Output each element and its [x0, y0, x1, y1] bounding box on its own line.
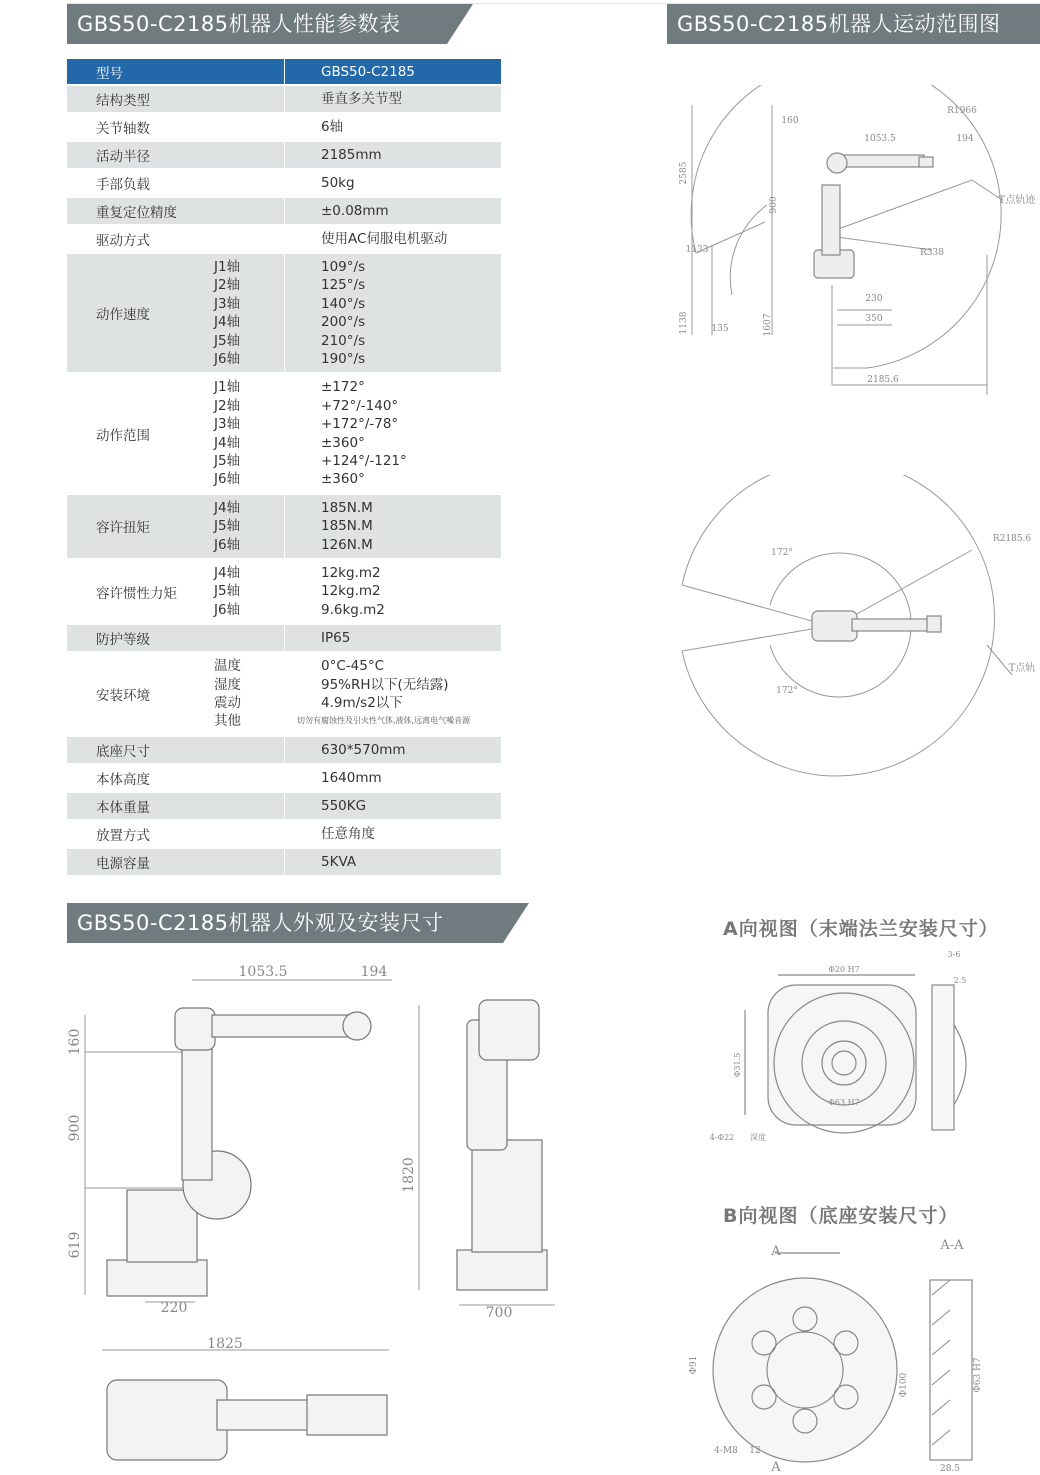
spec-value: 6轴 — [321, 118, 344, 135]
spec-sub-label: 湿度 — [214, 676, 241, 693]
section-label: A-A — [940, 1238, 964, 1253]
spec-value: 4.9m/s2以下 — [321, 694, 403, 711]
spec-row-values — [321, 624, 501, 652]
dim-label: 4-Φ22 — [709, 1133, 735, 1142]
inner-arc — [730, 205, 767, 295]
spec-value: 垂直多关节型 — [321, 90, 402, 107]
spec-row-subs — [214, 848, 285, 876]
spec-row-subs — [214, 494, 285, 559]
dim-label: 1138 — [679, 311, 689, 335]
spec-value: 140°/s — [321, 295, 366, 312]
spec-value: 12kg.m2 — [321, 564, 381, 581]
dim-label: Φ20 H7 — [828, 965, 860, 974]
spec-row-label: 容许扭矩 — [96, 494, 214, 559]
install-dimension-drawing — [67, 960, 567, 1475]
section-label: A — [771, 1460, 781, 1475]
dim-label: 1825 — [207, 1336, 243, 1352]
dim-label: Φ31.5 — [733, 1052, 742, 1078]
spec-row-subs — [214, 792, 285, 820]
dim-label: 2185.6 — [867, 375, 899, 385]
spec-row-values — [321, 169, 501, 197]
dim-label: 619 — [67, 1231, 83, 1259]
robot-front-view — [107, 1008, 371, 1296]
spec-row-values — [321, 820, 501, 848]
spec-row — [67, 652, 501, 736]
spec-row-values — [321, 559, 501, 624]
spec-row-values — [321, 197, 501, 225]
base-view-title: B向视图（底座安装尺寸） — [723, 1205, 959, 1227]
angle-label: 172° — [776, 686, 798, 696]
spec-row-label: 底座尺寸 — [96, 736, 214, 764]
spec-header-row — [67, 59, 501, 85]
dim-label: 28.5 — [939, 1464, 961, 1474]
spec-row-values — [321, 764, 501, 792]
spec-row-subs — [214, 624, 285, 652]
spec-row-values — [321, 141, 501, 169]
dim-label: 160 — [781, 116, 799, 126]
spec-value: 9.6kg.m2 — [321, 601, 385, 618]
spec-value: 550KG — [321, 797, 367, 814]
spec-row — [67, 253, 501, 373]
spec-row-values — [321, 848, 501, 876]
spec-value: 12kg.m2 — [321, 583, 381, 600]
spec-row-values — [321, 792, 501, 820]
spec-row-label: 本体高度 — [96, 764, 214, 792]
spec-value: +172°/-78° — [321, 416, 399, 433]
dim-label: R2185.6 — [992, 534, 1032, 544]
dim-label: 1820 — [401, 1157, 417, 1193]
spec-row-values — [321, 736, 501, 764]
dim-label: 700 — [485, 1305, 513, 1321]
spec-row-subs — [214, 373, 285, 493]
spec-value: 185N.M — [321, 518, 373, 535]
spec-row — [67, 792, 501, 820]
spec-row — [67, 736, 501, 764]
spec-value: +72°/-140° — [321, 397, 399, 414]
spec-row-label: 防护等级 — [96, 624, 214, 652]
spec-row-subs — [214, 253, 285, 373]
spec-value: ±360° — [321, 471, 365, 488]
spec-value: +124°/-121° — [321, 452, 407, 469]
spec-value: 95%RH以下(无结露) — [321, 676, 449, 693]
dim-label: 12 — [749, 1446, 761, 1456]
spec-sub-label: 其他 — [214, 713, 241, 730]
trajectory-label: T点轨 — [1008, 663, 1036, 674]
dim-label: 深度 — [750, 1133, 766, 1142]
spec-sub-label: J6轴 — [214, 471, 241, 488]
spec-sub-label: J6轴 — [214, 536, 241, 553]
spec-row-values — [321, 225, 501, 253]
spec-value: 190°/s — [321, 350, 366, 367]
spec-sub-label: J3轴 — [214, 416, 241, 433]
install-banner-title: GBS50-C2185机器人外观及安装尺寸 — [77, 911, 444, 935]
spec-row-subs — [214, 820, 285, 848]
spec-sub-label: 震动 — [214, 694, 241, 711]
spec-row — [67, 141, 501, 169]
dim-label: 1607 — [763, 313, 773, 337]
spec-row-values — [321, 373, 501, 493]
spec-sub-label: J5轴 — [214, 518, 241, 535]
spec-sub-label: J5轴 — [214, 583, 241, 600]
spec-row-subs — [214, 736, 285, 764]
spec-sub-label: J2轴 — [214, 397, 241, 414]
dim-label: R338 — [920, 248, 944, 258]
plan-range-drawing — [672, 475, 1040, 785]
dim-label: Φ63 H7 — [828, 1098, 860, 1107]
spec-row-subs — [214, 764, 285, 792]
spec-row — [67, 624, 501, 652]
spec-row-values — [321, 253, 501, 373]
dim-label: R1966 — [947, 106, 977, 116]
banner-tail — [503, 903, 529, 943]
trajectory-label: T点轨迹 — [998, 195, 1036, 206]
robot-side-view — [457, 1000, 547, 1290]
base-view-drawing — [680, 1235, 1010, 1475]
robot-side-sketch — [814, 153, 933, 278]
spec-sub-label: J2轴 — [214, 277, 241, 294]
spec-value: 2185mm — [321, 146, 382, 163]
spec-row-label: 关节轴数 — [96, 113, 214, 141]
spec-value: 任意角度 — [321, 825, 375, 842]
spec-row-subs — [214, 169, 285, 197]
spec-row-values — [321, 494, 501, 559]
spec-row — [67, 820, 501, 848]
range-banner-title: GBS50-C2185机器人运动范围图 — [677, 12, 1001, 36]
spec-value: 125°/s — [321, 277, 366, 294]
flange-view-title: A向视图（末端法兰安装尺寸） — [723, 918, 999, 940]
dim-label: 194 — [360, 964, 388, 980]
spec-value: 5KVA — [321, 853, 357, 870]
spec-row-label: 电源容量 — [96, 848, 214, 876]
spec-value: ±0.08mm — [321, 202, 389, 219]
spec-value: 0°C-45°C — [321, 658, 384, 675]
spec-row-subs — [214, 197, 285, 225]
spec-row-label: 重复定位精度 — [96, 197, 214, 225]
spec-row — [67, 113, 501, 141]
spec-sub-label: J4轴 — [214, 314, 241, 331]
dim-label: 220 — [160, 1300, 188, 1316]
range-banner — [667, 4, 1040, 44]
dim-label: 4-M8 — [714, 1446, 738, 1456]
spec-value: 109°/s — [321, 259, 366, 276]
spec-value: ±360° — [321, 434, 365, 451]
dim-label: 2585 — [679, 161, 689, 185]
spec-sub-label: J3轴 — [214, 295, 241, 312]
spec-value: 126N.M — [321, 536, 373, 553]
spec-value: ±172° — [321, 379, 365, 396]
spec-row-label: 驱动方式 — [96, 225, 214, 253]
robot-plan-sketch — [812, 611, 941, 641]
spec-row — [67, 559, 501, 624]
spec-value: 630*570mm — [321, 741, 406, 758]
spec-row — [67, 848, 501, 876]
angle-label: 172° — [771, 548, 793, 558]
spec-row-subs — [214, 113, 285, 141]
dim-label: Φ100 — [899, 1372, 909, 1398]
dim-label: Φ63 H7 — [973, 1357, 983, 1393]
spec-table — [67, 59, 501, 877]
spec-row-subs — [214, 141, 285, 169]
spec-row — [67, 494, 501, 559]
spec-value: 50kg — [321, 174, 355, 191]
spec-row-subs — [214, 652, 285, 736]
section-label: A — [771, 1244, 781, 1259]
spec-row-label: 手部负载 — [96, 169, 214, 197]
spec-sub-label: J6轴 — [214, 601, 241, 618]
spec-value: 185N.M — [321, 499, 373, 516]
flange-view-drawing — [700, 945, 1000, 1180]
spec-row-label: 结构类型 — [96, 85, 214, 113]
dim-label: 230 — [865, 294, 883, 304]
spec-sub-label: 温度 — [214, 658, 241, 675]
spec-row-label: 动作范围 — [96, 373, 214, 493]
banner-tail — [447, 4, 473, 44]
spec-row — [67, 197, 501, 225]
spec-sub-label: J4轴 — [214, 564, 241, 581]
spec-value: 1640mm — [321, 769, 382, 786]
spec-row-label: 本体重量 — [96, 792, 214, 820]
spec-header-value: GBS50-C2185 — [321, 59, 501, 85]
spec-row — [67, 225, 501, 253]
spec-row-label: 放置方式 — [96, 820, 214, 848]
spec-value: IP65 — [321, 629, 351, 646]
params-banner-title: GBS50-C2185机器人性能参数表 — [77, 12, 401, 36]
spec-sub-label: J5轴 — [214, 452, 241, 469]
spec-value: 200°/s — [321, 314, 366, 331]
spec-sub-label: J1轴 — [214, 379, 241, 396]
spec-row-label: 安装环境 — [96, 652, 214, 736]
spec-row — [67, 764, 501, 792]
spec-row — [67, 169, 501, 197]
params-banner — [67, 4, 447, 44]
spec-note: 切勿有腐蚀性及引火性气体,液体,远离电气噪音源 — [297, 716, 471, 726]
dim-label: 350 — [865, 314, 883, 324]
dim-label: Φ91 — [689, 1355, 699, 1375]
spec-row-subs — [214, 85, 285, 113]
install-banner — [67, 903, 503, 943]
spec-value: 使用AC伺服电机驱动 — [321, 230, 448, 247]
dim-label: 2.5 — [953, 976, 967, 985]
spec-row-label: 活动半径 — [96, 141, 214, 169]
spec-row-values — [321, 85, 501, 113]
spec-row — [67, 373, 501, 493]
dim-label: 135 — [711, 324, 729, 334]
dim-label: 900 — [67, 1114, 83, 1142]
spec-sub-label: J5轴 — [214, 332, 241, 349]
spec-header-label: 型号 — [96, 59, 214, 85]
dim-label: 194 — [956, 134, 974, 144]
robot-top-view — [107, 1380, 387, 1460]
spec-row-label: 容许惯性力矩 — [96, 559, 214, 624]
dim-label: 1053.5 — [864, 134, 896, 144]
dim-label: 160 — [67, 1028, 83, 1056]
spec-value: 210°/s — [321, 332, 366, 349]
spec-sub-label: J6轴 — [214, 350, 241, 367]
spec-sub-label: J1轴 — [214, 259, 241, 276]
dim-label: 1133 — [685, 245, 709, 255]
spec-sub-label: J4轴 — [214, 434, 241, 451]
dim-label: 3-6 — [947, 950, 961, 959]
spec-row — [67, 85, 501, 113]
spec-row-values — [321, 113, 501, 141]
spec-sub-label: J4轴 — [214, 499, 241, 516]
dim-label: 900 — [769, 196, 779, 214]
side-range-drawing — [672, 85, 1040, 405]
spec-row-subs — [214, 559, 285, 624]
spec-row-label: 动作速度 — [96, 253, 214, 373]
spec-row-subs — [214, 225, 285, 253]
spec-row-values — [297, 652, 501, 736]
dim-label: 1053.5 — [238, 964, 288, 980]
